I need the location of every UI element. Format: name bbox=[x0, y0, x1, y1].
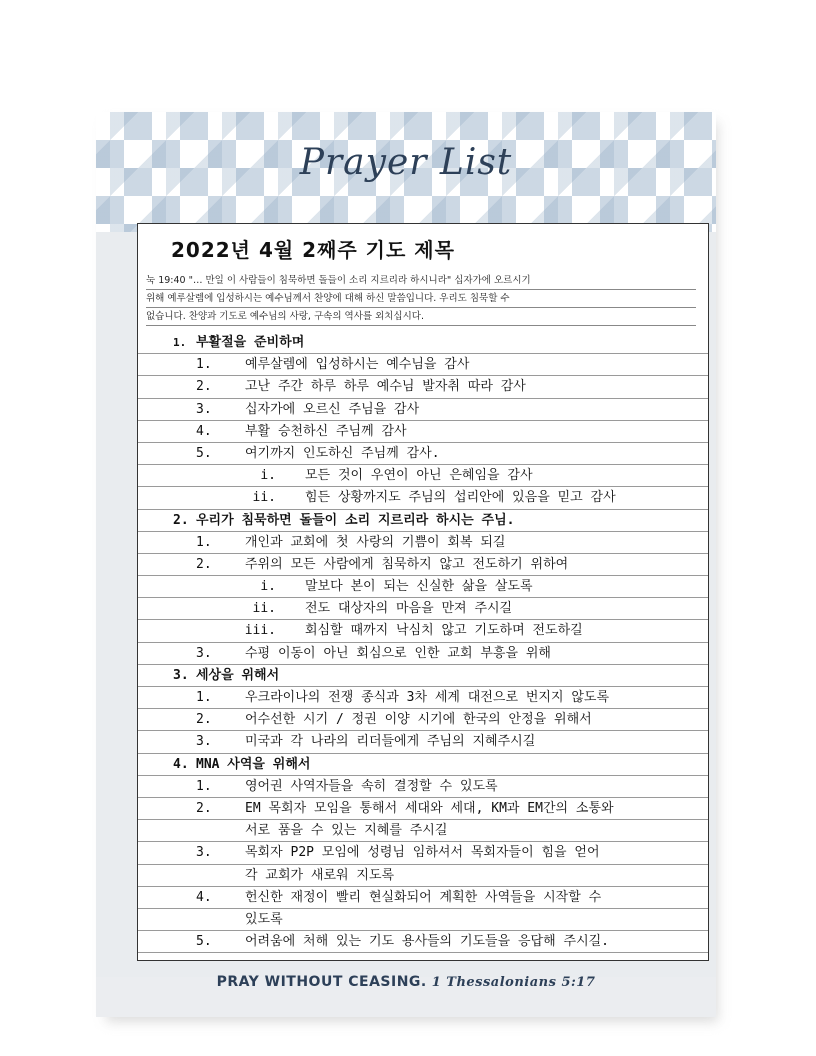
item-number: 5. bbox=[196, 445, 212, 461]
item-text: 회심할 때까지 낙심치 않고 기도하며 전도하길 bbox=[305, 623, 583, 639]
list-item bbox=[138, 687, 708, 709]
prayer-list bbox=[138, 332, 708, 953]
footer-reference: 1 Thessalonians 5:17 bbox=[431, 975, 596, 990]
item-text: 어려움에 처해 있는 기도 용사들의 기도들을 응답해 주시길. bbox=[245, 934, 610, 950]
list-item bbox=[138, 887, 708, 909]
intro-paragraph bbox=[146, 272, 696, 326]
footer-verse bbox=[96, 974, 716, 990]
list-item bbox=[138, 709, 708, 731]
list-item bbox=[138, 443, 708, 465]
item-text: 우크라이나의 전쟁 종식과 3차 세계 대전으로 번지지 않도록 bbox=[245, 690, 610, 705]
item-text: 부활 승천하신 주님께 감사 bbox=[245, 423, 407, 439]
item-text: 각 교회가 새로워 지도록 bbox=[245, 867, 395, 883]
item-number: 2. bbox=[196, 556, 212, 572]
item-text: 어수선한 시기 / 정권 이양 시기에 한국의 안정을 위해서 bbox=[245, 712, 592, 728]
item-text: 모든 것이 우연이 아닌 은혜임을 감사 bbox=[305, 468, 533, 484]
list-item bbox=[138, 931, 708, 953]
item-text: 수평 이동이 아닌 회심으로 인한 교회 부흥을 위해 bbox=[245, 645, 551, 661]
section-row bbox=[138, 665, 708, 687]
section-row bbox=[138, 510, 708, 532]
item-number: 2. bbox=[196, 712, 212, 728]
prayer-sheet bbox=[137, 223, 709, 961]
item-text: 우리가 침묵하면 돌들이 소리 지르리라 하시는 주님. bbox=[196, 512, 515, 528]
list-item-continuation bbox=[138, 820, 708, 842]
item-number: 5. bbox=[196, 934, 212, 950]
list-item-continuation bbox=[138, 909, 708, 931]
sub-item bbox=[138, 576, 708, 598]
intro-line: 없습니다. 찬양과 기도로 예수님의 사랑, 구속의 역사를 외치십시다. bbox=[146, 308, 696, 326]
item-text: 헌신한 재정이 빨리 현실화되어 계획한 사역들을 시작할 수 bbox=[245, 889, 602, 905]
list-item bbox=[138, 643, 708, 665]
list-item bbox=[138, 776, 708, 798]
item-text: 고난 주간 하루 하루 예수님 발자취 따라 감사 bbox=[245, 379, 526, 395]
item-text: MNA 사역을 위해서 bbox=[196, 756, 311, 772]
item-text: 주위의 모든 사람에게 침묵하지 않고 전도하기 위하여 bbox=[245, 556, 569, 572]
item-text: 목회자 P2P 모임에 성령님 임하셔서 목회자들이 힘을 얻어 bbox=[245, 845, 600, 861]
item-number: 1. bbox=[196, 357, 212, 373]
item-text: 세상을 위해서 bbox=[196, 667, 280, 683]
item-number: 1. bbox=[173, 336, 187, 349]
item-text: 부활절을 준비하며 bbox=[196, 335, 305, 350]
intro-line: 눅 19:40 "… 만일 이 사람들이 침묵하면 돌들이 소리 지르리라 하시니라" 십자가에 오르시기 bbox=[146, 272, 696, 290]
item-number: 4. bbox=[173, 756, 189, 772]
item-number: 2. bbox=[173, 512, 189, 528]
item-number: ii. bbox=[252, 601, 276, 617]
list-item bbox=[138, 399, 708, 421]
list-item bbox=[138, 554, 708, 576]
item-number: 2. bbox=[196, 800, 212, 816]
item-text: 힘든 상황까지도 주님의 섭리안에 있음을 믿고 감사 bbox=[305, 490, 616, 506]
item-number: 3. bbox=[196, 845, 212, 861]
item-number: i. bbox=[260, 468, 276, 484]
list-item bbox=[138, 731, 708, 753]
sub-item bbox=[138, 620, 708, 642]
sub-item bbox=[138, 465, 708, 487]
sub-item bbox=[138, 487, 708, 509]
item-text: EM 목회자 모임을 통해서 세대와 세대, KM과 EM간의 소통와 bbox=[245, 800, 614, 816]
section-row bbox=[138, 754, 708, 776]
item-number: 4. bbox=[196, 889, 212, 905]
list-item-continuation bbox=[138, 865, 708, 887]
footer-caps: PRAY WITHOUT CEASING. bbox=[216, 974, 427, 990]
item-text: 전도 대상자의 마음을 만져 주시길 bbox=[305, 601, 513, 617]
item-number: 1. bbox=[196, 778, 212, 794]
intro-line: 위해 예루살렘에 입성하시는 예수님께서 찬양에 대해 하신 말씀입니다. 우리도 침묵할 수 bbox=[146, 290, 696, 308]
list-item bbox=[138, 798, 708, 820]
item-text: 미국과 각 나라의 리더들에게 주님의 지혜주시길 bbox=[245, 734, 536, 750]
item-text: 예루살렘에 입성하시는 예수님을 감사 bbox=[245, 357, 470, 373]
item-text: 있도록 bbox=[245, 911, 283, 927]
item-text: 영어권 사역자들을 속히 결정할 수 있도록 bbox=[245, 778, 498, 794]
sheet-heading: 2022년 4월 2째주 기도 제목 bbox=[171, 238, 455, 262]
item-text: 서로 품을 수 있는 지혜를 주시길 bbox=[245, 823, 448, 839]
item-number: 2. bbox=[196, 379, 212, 395]
item-number: 3. bbox=[196, 645, 212, 661]
list-item bbox=[138, 376, 708, 398]
item-text: 말보다 본이 되는 신실한 삶을 살도록 bbox=[305, 579, 533, 595]
list-item bbox=[138, 532, 708, 554]
list-item bbox=[138, 354, 708, 376]
item-number: i. bbox=[260, 579, 276, 595]
sub-item bbox=[138, 598, 708, 620]
item-number: iii. bbox=[244, 623, 276, 639]
card-title: Prayer List bbox=[299, 142, 513, 183]
item-text: 십자가에 오르신 주님을 감사 bbox=[245, 401, 420, 417]
item-number: 1. bbox=[196, 534, 212, 550]
list-item bbox=[138, 421, 708, 443]
item-number: 3. bbox=[196, 734, 212, 750]
item-number: 4. bbox=[196, 423, 212, 439]
list-item bbox=[138, 842, 708, 864]
item-text: 개인과 교회에 첫 사랑의 기쁨이 회복 되길 bbox=[245, 534, 506, 550]
item-number: ii. bbox=[252, 490, 276, 506]
item-number: 3. bbox=[196, 401, 212, 417]
prayer-card bbox=[96, 112, 716, 1017]
item-number: 1. bbox=[196, 690, 212, 705]
item-text: 여기까지 인도하신 주님께 감사. bbox=[245, 445, 440, 461]
section-row bbox=[138, 332, 708, 354]
item-number: 3. bbox=[173, 667, 189, 683]
